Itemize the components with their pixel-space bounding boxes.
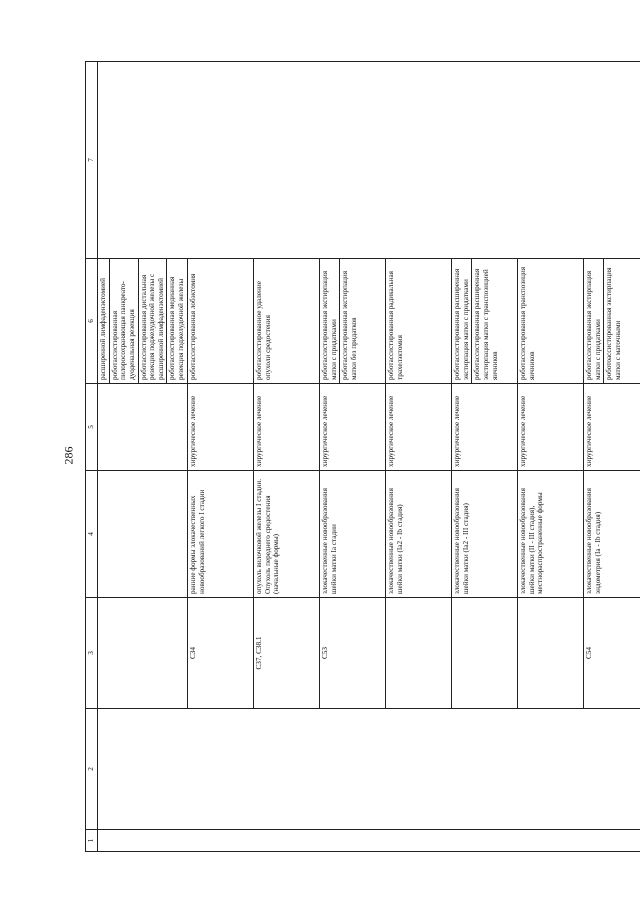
methods-cell [188,259,254,384]
method-item: роботассистированная экстирпация матки без придатков [341,270,358,380]
rotated-table-page [85,62,623,852]
method-item: роботассистированная пилоросохраняющая панкреато-дуоденальная резекция [110,259,139,383]
header-row [86,62,98,852]
diagnosis-cell: злокачественные новообразования шейки матки (II - III стадия), местнораспространенные формы [518,471,584,598]
treatment-cell: хирургическое лечение [518,384,584,471]
code-cell [98,598,188,709]
col-7-cell [98,62,640,259]
method-item: роботассистированная медианная резекция поджелудочной железы [168,276,186,380]
treatment-cell: хирургическое лечение [320,384,386,471]
code-cell: C53 [320,598,386,709]
code-cell [518,598,584,709]
methods-cell [518,259,584,384]
col-2-cell [98,709,640,830]
header-col-1: 1 [86,830,98,852]
methods-cell [254,259,320,384]
diagnosis-cell: злокачественные новообразования шейки матки (Ia2 - Ib стадия) [386,471,452,598]
header-col-2: 2 [86,709,98,830]
code-cell [452,598,518,709]
diagnosis-cell: ранние формы злокачественных новообразований легкого I стадии [188,471,254,598]
method-item: роботоассистированная экстирпация матки с маточными [605,267,622,380]
methods-cell [452,259,518,384]
medical-procedures-table [85,61,640,852]
header-col-6: 6 [86,259,98,384]
code-cell [386,598,452,709]
methods-cell [584,259,640,384]
code-cell: C37, C38.1 [254,598,320,709]
method-item: роботассистированная радикальная трахелэктомия [387,271,404,380]
methods-cell [386,259,452,384]
treatment-cell: хирургическое лечение [452,384,518,471]
table-row [98,62,188,852]
methods-cell [98,259,188,384]
treatment-cell: хирургическое лечение [254,384,320,471]
header-col-4: 4 [86,471,98,598]
methods-cell [320,259,386,384]
col-1-cell [98,830,640,852]
header-col-3: 3 [86,598,98,709]
method-item: роботассистированная лобэктомия [189,273,197,380]
code-cell: C34 [188,598,254,709]
treatment-cell [98,384,188,471]
page-number: 286 [61,446,76,465]
method-item: роботассистированная транспозиция яичников [519,266,536,380]
treatment-cell: хирургическое лечение [584,384,640,471]
header-col-7: 7 [86,62,98,259]
method-item: расширенной лимфаденэктомией [98,259,110,383]
method-item: роботассистированная экстирпация матки с придатками [320,259,340,383]
method-item: роботассистированное удаление опухоли средостения [255,281,272,380]
method-item: роботассистированная расширенная экстирпация матки с транспозицией яичников [473,268,499,380]
treatment-cell: хирургическое лечение [386,384,452,471]
diagnosis-cell: опухоль вилочковой железы I стадии. Опухоль переднего средостения (начальные формы) [254,471,320,598]
method-item: роботассистированная расширенная экстирпация матки с придатками [452,259,472,383]
header-col-5: 5 [86,384,98,471]
code-cell: C54 [584,598,640,709]
diagnosis-cell: злокачественные новообразования шейки матки Ia стадии [320,471,386,598]
diagnosis-cell [98,471,188,598]
diagnosis-cell: злокачественные новообразования эндометрия (Ia - Ib стадия) [584,471,640,598]
method-item: роботассистированная экстирпация матки с придатками [584,259,604,383]
diagnosis-cell: злокачественные новообразования шейки матки (Ia2 - III стадия) [452,471,518,598]
treatment-cell: хирургическое лечение [188,384,254,471]
method-item: роботассистированная дистальная резекция поджелудочной железы с расширенной лимфаденэктомией [139,259,168,383]
